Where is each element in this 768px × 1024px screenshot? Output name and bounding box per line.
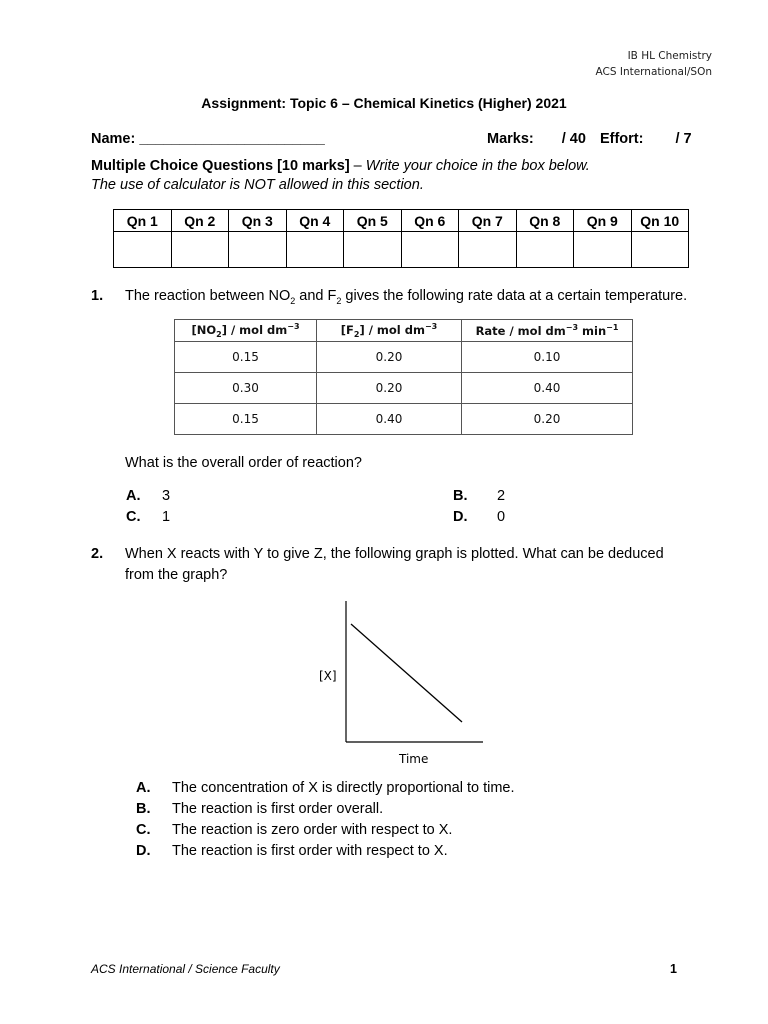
course-label: IB HL Chemistry [627, 50, 712, 62]
calculator-note: The use of calculator is NOT allowed in this section. [91, 177, 424, 193]
q1-option-a-letter: A. [126, 488, 141, 504]
q1-option-b-letter: B. [453, 488, 468, 504]
hdr-sup: −3 [424, 321, 438, 331]
q1-option-a-text: 3 [162, 488, 171, 504]
rate-cell: 0.30 [175, 373, 317, 404]
answer-header-cell: Qn 8 [516, 210, 574, 232]
rate-data-table [174, 319, 633, 435]
q2-option-c-text: The reaction is zero order with respect to X. [172, 822, 453, 838]
rate-header-no2 [175, 320, 317, 342]
hdr-part: ] / mol dm [359, 322, 425, 337]
rate-table-row [175, 404, 633, 435]
question-1-text [125, 288, 687, 306]
answer-box[interactable] [574, 232, 632, 268]
q1-text-part: and F [295, 288, 337, 304]
question-1-number: 1. [91, 288, 104, 304]
answer-box[interactable] [344, 232, 402, 268]
hdr-part: Rate / mol dm [475, 323, 566, 338]
answer-box[interactable] [229, 232, 287, 268]
hdr-part: [F [340, 322, 354, 337]
name-field: Name: _______________________ [91, 131, 325, 147]
q1-option-c-letter: C. [126, 509, 141, 525]
rate-cell: 0.40 [317, 404, 462, 435]
answer-header-cell: Qn 6 [401, 210, 459, 232]
x-axis-label: Time [399, 752, 429, 766]
effort-value: / 7 [675, 131, 692, 147]
q2-option-d-letter: D. [136, 843, 151, 859]
question-2-text-line2: from the graph? [125, 567, 228, 583]
answer-header-cell: Qn 3 [229, 210, 287, 232]
q2-option-d-text: The reaction is first order with respect to X. [172, 843, 448, 859]
question-1-prompt: What is the overall order of reaction? [125, 455, 362, 471]
q1-option-d-text: 0 [497, 509, 506, 525]
mcq-dash: – [349, 158, 366, 174]
question-2-number: 2. [91, 546, 104, 562]
q1-option-d-letter: D. [453, 509, 468, 525]
footer-faculty: ACS International / Science Faculty [91, 962, 280, 976]
answer-box[interactable] [401, 232, 459, 268]
answer-header-cell: Qn 5 [344, 210, 402, 232]
q2-option-b-letter: B. [136, 801, 151, 817]
marks-effort-row [487, 131, 692, 147]
answer-header-cell: Qn 1 [114, 210, 172, 232]
answer-header-cell: Qn 4 [286, 210, 344, 232]
answer-box[interactable] [516, 232, 574, 268]
school-label: ACS International/SOn [595, 66, 712, 78]
answer-box[interactable] [286, 232, 344, 268]
q1-option-c-text: 1 [162, 509, 171, 525]
q1-subscript: 2 [336, 295, 342, 306]
answer-header-cell: Qn 2 [171, 210, 229, 232]
mcq-heading-line [91, 158, 590, 174]
answer-box[interactable] [459, 232, 517, 268]
answer-header-cell: Qn 10 [631, 210, 689, 232]
q2-option-a-text: The concentration of X is directly proportional to time. [172, 780, 515, 796]
answer-header-cell: Qn 7 [459, 210, 517, 232]
hdr-sup: −3 [565, 323, 579, 333]
q2-option-c-letter: C. [136, 822, 151, 838]
rate-table-row [175, 342, 633, 373]
answer-table [113, 209, 689, 268]
q1-subscript: 2 [290, 295, 296, 306]
mcq-instruction: Write your choice in the box below. [365, 158, 590, 174]
question-2-text-line1: When X reacts with Y to give Z, the following graph is plotted. What can be deduced [125, 546, 664, 562]
y-axis-label: [X] [319, 669, 337, 683]
effort-label: Effort: [599, 131, 644, 147]
concentration-time-graph [315, 596, 495, 771]
rate-header-rate [462, 320, 633, 342]
hdr-sub: 2 [353, 330, 360, 340]
answer-box[interactable] [631, 232, 689, 268]
rate-cell: 0.20 [317, 373, 462, 404]
q1-text-part: The reaction between NO [125, 288, 291, 304]
hdr-part: ] / mol dm [221, 322, 288, 337]
rate-table-row [175, 373, 633, 404]
marks-label: Marks: [487, 131, 534, 147]
hdr-sup: −3 [287, 321, 300, 331]
decreasing-line [351, 624, 462, 722]
assignment-title: Assignment: Topic 6 – Chemical Kinetics (Higher) 2021 [201, 95, 567, 111]
hdr-sub: 2 [216, 330, 222, 340]
rate-cell: 0.40 [462, 373, 633, 404]
q1-text-part: gives the following rate data at a certain temperature. [341, 288, 688, 304]
answer-box[interactable] [114, 232, 172, 268]
q2-option-b-text: The reaction is first order overall. [172, 801, 384, 817]
page-number: 1 [670, 962, 677, 976]
hdr-sup: −1 [606, 323, 619, 333]
document-header [596, 48, 712, 80]
rate-header-f2 [317, 320, 462, 342]
rate-cell: 0.20 [317, 342, 462, 373]
q1-option-b-text: 2 [497, 488, 506, 504]
rate-table-header [175, 320, 633, 342]
marks-value: / 40 [561, 131, 586, 147]
rate-cell: 0.20 [462, 404, 633, 435]
rate-cell: 0.15 [175, 342, 317, 373]
rate-cell: 0.15 [175, 404, 317, 435]
answer-box[interactable] [171, 232, 229, 268]
mcq-heading: Multiple Choice Questions [10 marks] [91, 158, 350, 174]
answer-header-cell: Qn 9 [574, 210, 632, 232]
answer-table-header [114, 210, 689, 232]
hdr-part: min [578, 323, 607, 338]
answer-table-entry-row [114, 232, 689, 268]
rate-cell: 0.10 [462, 342, 633, 373]
hdr-part: [NO [191, 322, 217, 337]
q2-option-a-letter: A. [136, 780, 151, 796]
